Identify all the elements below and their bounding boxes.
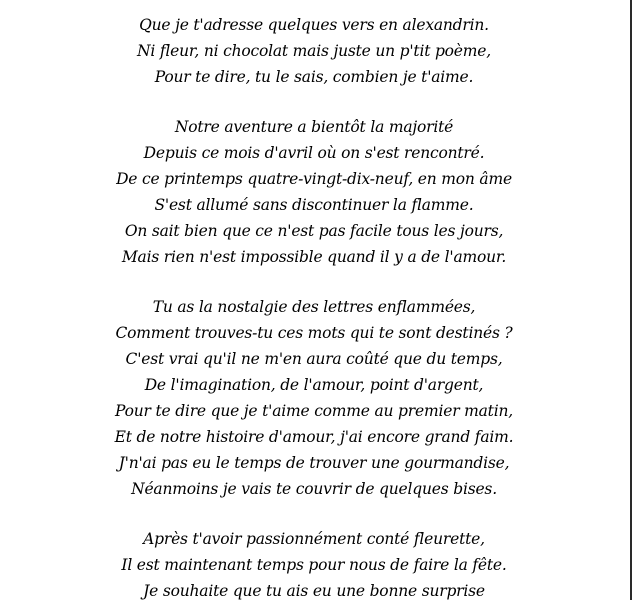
poem-line: Je souhaite que tu ais eu une bonne surprise xyxy=(143,582,485,600)
poem-line: On sait bien que ce n'est pas facile tous les jours, xyxy=(124,222,504,240)
poem-line: Ni fleur, ni chocolat mais juste un p'tit poème, xyxy=(137,42,491,60)
stanza-gap xyxy=(0,502,628,526)
stanza-3 xyxy=(0,294,628,502)
poem-line: De l'imagination, de l'amour, point d'argent, xyxy=(144,376,484,394)
poem-line: C'est vrai qu'il ne m'en aura coûté que du temps, xyxy=(125,350,503,368)
stanza-gap xyxy=(0,270,628,294)
poem-line: Tu as la nostalgie des lettres enflammées, xyxy=(152,298,476,316)
poem-line: J'n'ai pas eu le temps de trouver une gourmandise, xyxy=(118,454,510,472)
stanza-gap xyxy=(0,90,628,114)
stanza-2 xyxy=(0,114,628,270)
poem-line: Après t'avoir passionnément conté fleurette, xyxy=(143,530,485,548)
poem-line: De ce printemps quatre-vingt-dix-neuf, en mon âme xyxy=(116,170,512,188)
poem-line: Et de notre histoire d'amour, j'ai encore grand faim. xyxy=(114,428,514,446)
poem-line: Comment trouves-tu ces mots qui te sont destinés ? xyxy=(115,324,513,342)
poem-line: Notre aventure a bientôt la majorité xyxy=(174,118,454,136)
poem-line: S'est allumé sans discontinuer la flamme. xyxy=(154,196,474,214)
poem-line: Néanmoins je vais te couvrir de quelques bises. xyxy=(131,480,497,498)
poem-line: Que je t'adresse quelques vers en alexandrin. xyxy=(139,16,489,34)
poem-line: Depuis ce mois d'avril où on s'est rencontré. xyxy=(143,144,485,162)
poem-line: Pour te dire que je t'aime comme au premier matin, xyxy=(115,402,513,420)
poem-line: Mais rien n'est impossible quand il y a de l'amour. xyxy=(121,248,507,266)
stanza-4 xyxy=(0,526,628,600)
poem-line: Pour te dire, tu le sais, combien je t'aime. xyxy=(154,68,474,86)
poem-line: Il est maintenant temps pour nous de faire la fête. xyxy=(121,556,507,574)
stanza-1 xyxy=(0,0,628,90)
